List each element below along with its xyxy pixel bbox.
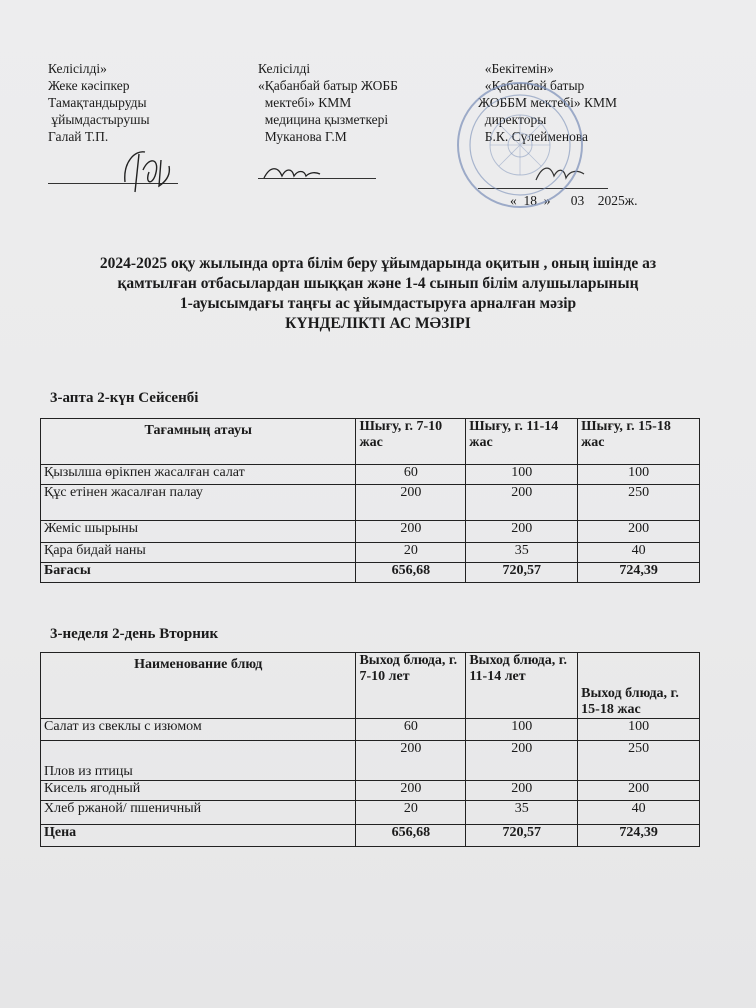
dish-name: Қара бидай наны (41, 543, 356, 563)
portion-cell: 200 (578, 781, 700, 801)
approval-line: Келісілді (258, 61, 311, 76)
table-header-row (41, 419, 700, 465)
approval-line: Б.К. Сүлейменова (478, 129, 589, 144)
table-row (41, 485, 700, 521)
table-row (41, 719, 700, 741)
total-label: Бағасы (41, 563, 356, 583)
signature-medic (260, 160, 330, 186)
portion-cell: 100 (466, 719, 578, 741)
approval-line: «Бекітемін» (478, 61, 554, 76)
portion-cell: 200 (466, 485, 578, 521)
table-row (41, 781, 700, 801)
dish-name: Хлеб ржаной/ пшеничный (41, 801, 356, 825)
portion-cell: 200 (578, 521, 700, 543)
column-header: Выход блюда, г. 7-10 лет (356, 653, 466, 719)
kz-section-label: 3-апта 2-күн Сейсенбі (50, 390, 199, 406)
dish-name: Жеміс шырыны (41, 521, 356, 543)
portion-cell: 60 (356, 465, 466, 485)
column-header: Шығу, г. 7-10 жас (356, 419, 466, 465)
approval-line: мектебі» КММ (258, 95, 352, 110)
column-header: Наименование блюд (41, 653, 356, 719)
signature-caterer (105, 142, 185, 198)
table-row (41, 543, 700, 563)
portion-cell: 250 (578, 741, 700, 781)
column-header: Выход блюда, г. 11-14 лет (466, 653, 578, 719)
table-row (41, 741, 700, 781)
portion-cell: 100 (578, 465, 700, 485)
title-line: 2024-2025 оқу жылында орта білім беру ұйымдарында оқитын , оның ішінде аз (99, 255, 657, 272)
portion-cell: 60 (356, 719, 466, 741)
approval-caterer (48, 60, 238, 145)
portion-cell: 200 (356, 485, 466, 521)
portion-cell: 20 (356, 543, 466, 563)
price-cell: 656,68 (356, 825, 466, 847)
approval-medic (258, 60, 478, 145)
portion-cell: 250 (578, 485, 700, 521)
ru-menu-table (40, 652, 700, 847)
approval-line: ЖОББМ мектебі» КММ (478, 95, 617, 110)
table-row (41, 465, 700, 485)
dish-name: Кисель ягодный (41, 781, 356, 801)
approval-line: Галай Т.П. (48, 129, 109, 144)
price-cell: 724,39 (578, 825, 700, 847)
dish-name: Плов из птицы (41, 741, 356, 781)
official-stamp (455, 80, 585, 210)
approval-line: директоры (478, 112, 547, 127)
portion-cell: 200 (466, 781, 578, 801)
portion-cell: 40 (578, 801, 700, 825)
approval-date: « 18 » 03 2025ж. (510, 193, 638, 208)
dish-name: Құс етінен жасалған палау (41, 485, 356, 521)
price-cell: 720,57 (466, 825, 578, 847)
title-line: КҮНДЕЛІКТІ АС МӘЗІРІ (285, 315, 471, 332)
column-header: Выход блюда, г. 15-18 жас (578, 653, 700, 719)
price-cell: 720,57 (466, 563, 578, 583)
column-header: Шығу, г. 15-18 жас (578, 419, 700, 465)
portion-cell: 200 (466, 741, 578, 781)
column-header: Тағамның атауы (41, 419, 356, 465)
table-row (41, 801, 700, 825)
table-total-row (41, 825, 700, 847)
kz-menu-table (40, 418, 700, 583)
portion-cell: 200 (356, 741, 466, 781)
price-cell: 656,68 (356, 563, 466, 583)
table-header-row (41, 653, 700, 719)
portion-cell: 200 (356, 781, 466, 801)
dish-name: Салат из свеклы с изюмом (41, 719, 356, 741)
approval-line: «Қабанбай батыр ЖОББ (258, 78, 398, 93)
table-row (41, 521, 700, 543)
approval-line: Муканова Г.М (258, 129, 347, 144)
total-label: Цена (41, 825, 356, 847)
title-line: 1-ауысымдағы таңғы ас ұйымдастыруға арналған мәзір (179, 295, 577, 312)
approval-line: Жеке кәсіпкер (48, 78, 130, 93)
approval-line: Тамақтандыруды (48, 95, 147, 110)
document-title (0, 254, 756, 334)
table-total-row (41, 563, 700, 583)
portion-cell: 200 (356, 521, 466, 543)
approval-line: ұйымдастырушы (48, 112, 150, 127)
portion-cell: 40 (578, 543, 700, 563)
title-line: қамтылған отбасылардан шыққан және 1-4 сынып білім алушыларының (117, 275, 639, 292)
dish-name: Қызылша өрікпен жасалған салат (41, 465, 356, 485)
approval-line: «Қабанбай батыр (478, 78, 585, 93)
portion-cell: 35 (466, 801, 578, 825)
approval-line: медицина қызметкері (258, 112, 389, 127)
portion-cell: 100 (578, 719, 700, 741)
approval-block (0, 60, 756, 208)
ru-section-label: 3-неделя 2-день Вторник (50, 626, 219, 642)
portion-cell: 20 (356, 801, 466, 825)
price-cell: 724,39 (578, 563, 700, 583)
approval-line: Келісілді» (48, 61, 107, 76)
portion-cell: 200 (466, 521, 578, 543)
portion-cell: 35 (466, 543, 578, 563)
column-header: Шығу, г. 11-14 жас (466, 419, 578, 465)
portion-cell: 100 (466, 465, 578, 485)
